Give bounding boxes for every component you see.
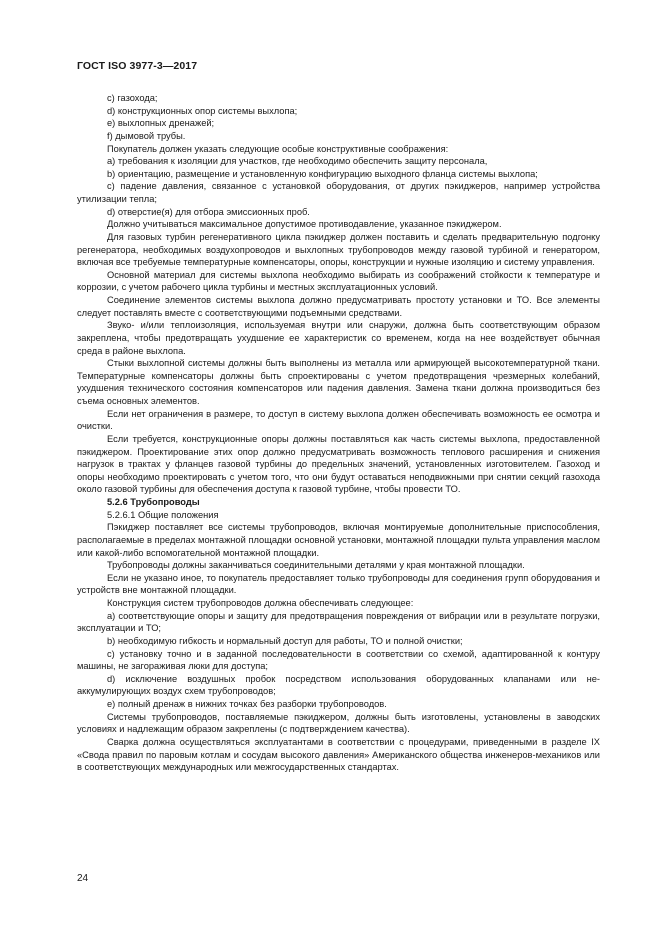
paragraph: Если требуется, конструкционные опоры должны поставляться как часть системы выхлопа, предоставленной пэкиджером. Проектирование этих опор должно предусматривать возможность теплового расширения и снижения нагрузок в трактах у фланцев газовой турбины до предельных значений, установленных изготовителем. Газоход и опоры необходимо проектировать с учетом того, что они будут оставаться неподвижными при снятии секций газохода около газовой турбины для обеспечения доступа к газовой турбине, чтобы провести ТО. (77, 433, 600, 495)
paragraph: Если не указано иное, то покупатель предоставляет только трубопроводы для соединения групп оборудования и устройств вне монтажной площадки. (77, 572, 600, 596)
document-body (77, 92, 600, 774)
list-item: a) соответствующие опоры и защиту для предотвращения повреждения от вибрации или в результате погрузки, эксплуатации и ТО; (77, 610, 600, 634)
paragraph: Для газовых турбин регенеративного цикла пэкиджер должен поставить и сделать предварительную подгонку регенератора, необходимых воздухопроводов и выхлопных трубопроводов между газовой турбиной и генератором, включая все требуемые температурные компенсаторы, опоры, конструкции и нужные изоляцию и систему управления. (77, 231, 600, 268)
page-number: 24 (77, 873, 89, 884)
list-item: d) исключение воздушных пробок посредством использования оборудованных клапанами или неаккумулирующих воздух схем трубопроводов; (77, 673, 600, 697)
paragraph: Системы трубопроводов, поставляемые пэкиджером, должны быть изготовлены, установлены в заводских условиях и надлежащим образом закреплены (с подтверждением качества). (77, 711, 600, 735)
paragraph: Должно учитываться максимальное допустимое противодавление, указанное пэкиджером. (107, 219, 502, 230)
list-item: a) требования к изоляции для участков, где необходимо обеспечить защиту персонала, (107, 156, 488, 167)
list-item: c) падение давления, связанное с установкой оборудования, от других пэкиджеров, например устройства утилизации тепла; (77, 181, 600, 204)
paragraph: Стыки выхлопной системы должны быть выполнены из металла или армирующей высокотемпературной ткани. Температурные компенсаторы должны быть спроектированы с учетом предотвращения чрезмерных колебаний, ухудшения технического состояния компенсаторов или падения давления. Замена ткани должна производиться без съема основных элементов. (77, 358, 600, 406)
paragraph: Основной материал для системы выхлопа необходимо выбирать из соображений стойкости к температуре и коррозии, с учетом рабочего цикла турбины и местных эксплуатационных условий. (77, 269, 600, 293)
section-heading: 5.2.6 Трубопроводы (107, 497, 200, 507)
document-header: ГОСТ ISO 3977-3—2017 (77, 60, 198, 72)
list-item: b) ориентацию, размещение и установленную конфигурацию выходного фланца системы выхлопа; (107, 168, 538, 179)
list-item: c) установку точно и в заданной последовательности в соответствии со схемой, адаптированной к контуру машины, не загораживая люки для доступа; (77, 648, 600, 672)
list-item: f) дымовой трубы. (107, 130, 186, 141)
list-item: b) необходимую гибкость и нормальный доступ для работы, ТО и полной очистки; (107, 635, 463, 646)
list-item: e) полный дренаж в нижних точках без разборки трубопроводов. (107, 699, 387, 709)
list-item: d) конструкционных опор системы выхлопа; (107, 105, 298, 116)
list-item: e) выхлопных дренажей; (107, 118, 215, 129)
subsection-heading: 5.2.6.1 Общие положения (107, 509, 219, 520)
paragraph: Сварка должна осуществляться эксплуатантами в соответствии с процедурами, приведенными в разделе IX «Свода правил по паровым котлам и сосудам высокого давления» Американского общества инженеров-механиков или в соответствующих международных или межгосударственных стандартах. (77, 736, 600, 773)
paragraph: Звуко- и/или теплоизоляция, используемая внутри или снаружи, должна быть соответствующим образом закреплена, чтобы предотвращать ухудшение ее характеристик со временем, когда на нее воздействует обычная среда в районе выхлопа. (77, 320, 600, 356)
paragraph: Пэкиджер поставляет все системы трубопроводов, включая монтируемые дополнительные приспособления, располагаемые в пределах монтажной площадки основной установки, монтажной площадки пульта управления маслом или какой-либо вспомогательной монтажной площадки. (77, 522, 600, 558)
list-item: d) отверстие(я) для отбора эмиссионных проб. (107, 206, 310, 217)
paragraph: Если нет ограничения в размере, то доступ в систему выхлопа должен обеспечивать возможность ее осмотра и очистки. (77, 408, 600, 432)
list-item: c) газохода; (107, 93, 158, 103)
paragraph: Трубопроводы должны заканчиваться соединительными деталями у края монтажной площадки. (107, 560, 525, 571)
paragraph: Соединение элементов системы выхлопа должно предусматривать простоту установки и ТО. Все элементы следует поставлять вместе с соответствующими подъемными средствами. (77, 295, 600, 318)
paragraph: Конструкция систем трубопроводов должна обеспечивать следующее: (107, 598, 414, 608)
paragraph: Покупатель должен указать следующие особые конструктивные соображения: (107, 143, 449, 154)
